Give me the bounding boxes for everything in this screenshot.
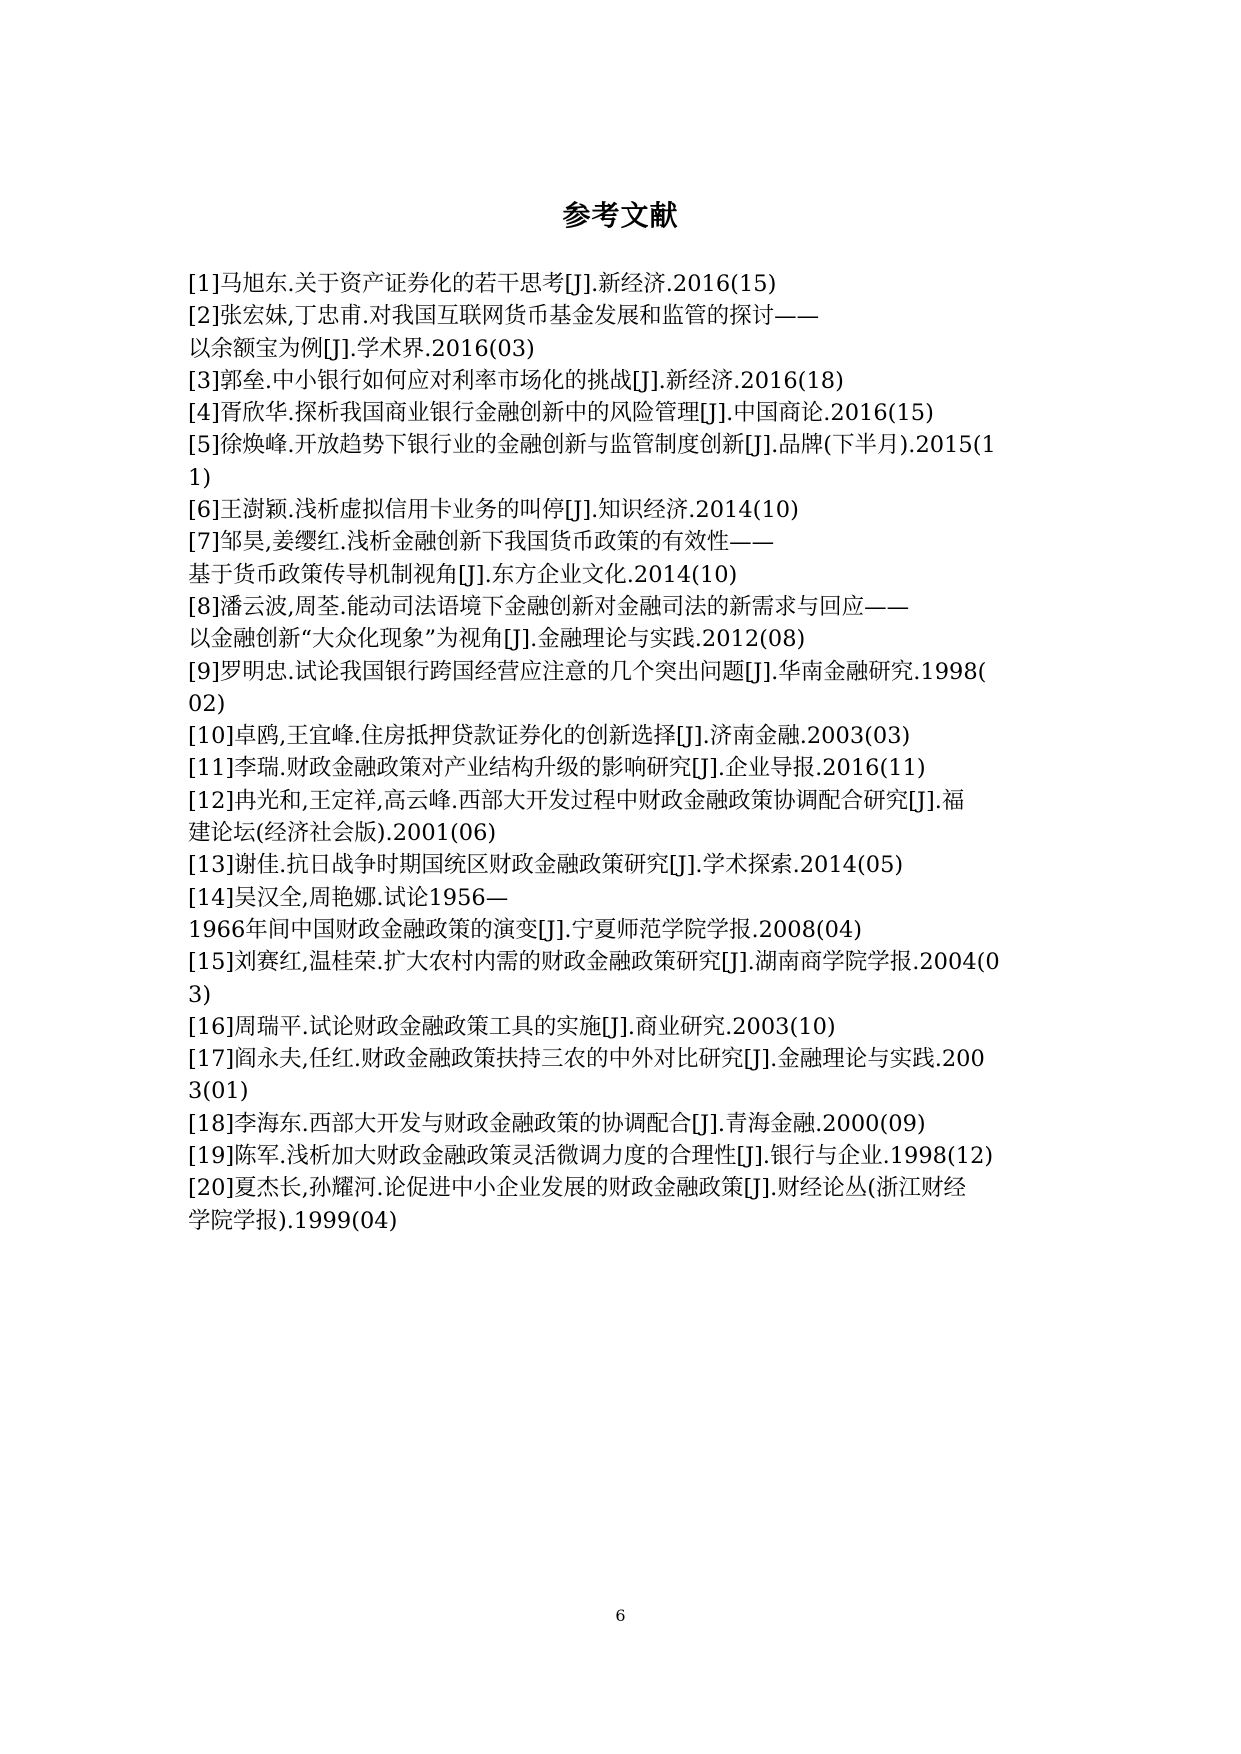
reference-line: [7]邹昊,姜缨红.浅析金融创新下我国货币政策的有效性——	[188, 529, 775, 556]
reference-line: [13]谢佳.抗日战争时期国统区财政金融政策研究[J].学术探索.2014(05)	[188, 852, 904, 879]
reference-line: 3)	[188, 981, 212, 1008]
reference-line: [20]夏杰长,孙耀河.论促进中小企业发展的财政金融政策[J].财经论丛(浙江财经	[188, 1175, 966, 1202]
reference-line: [12]冉光和,王定祥,高云峰.西部大开发过程中财政金融政策协调配合研究[J].福	[188, 787, 965, 814]
reference-line: [10]卓鸥,王宜峰.住房抵押贷款证券化的创新选择[J].济南金融.2003(03)	[188, 723, 911, 750]
reference-line: 以余额宝为例[J].学术界.2016(03)	[188, 335, 535, 362]
reference-line: 基于货币政策传导机制视角[J].东方企业文化.2014(10)	[188, 561, 738, 588]
reference-line: [11]李瑞.财政金融政策对产业结构升级的影响研究[J].企业导报.2016(11)	[188, 755, 926, 782]
reference-line: 1)	[188, 464, 212, 491]
reference-line: [9]罗明忠.试论我国银行跨国经营应注意的几个突出问题[J].华南金融研究.1998(	[188, 658, 987, 685]
page-title: 参考文献	[562, 199, 679, 232]
reference-line: [15]刘赛红,温桂荣.扩大农村内需的财政金融政策研究[J].湖南商学院学报.2004(0	[188, 949, 1000, 976]
reference-line: [16]周瑞平.试论财政金融政策工具的实施[J].商业研究.2003(10)	[188, 1013, 836, 1040]
reference-line: [1]马旭东.关于资产证券化的若干思考[J].新经济.2016(15)	[188, 271, 777, 297]
page-number: 6	[615, 1606, 626, 1625]
reference-line: 02)	[188, 690, 226, 717]
reference-line: [14]吴汉全,周艳娜.试论1956—	[188, 884, 509, 911]
reference-line: 1966年间中国财政金融政策的演变[J].宁夏师范学院学报.2008(04)	[188, 916, 863, 943]
reference-line: [6]王澍颖.浅析虚拟信用卡业务的叫停[J].知识经济.2014(10)	[188, 497, 799, 524]
reference-line: [19]陈军.浅析加大财政金融政策灵活微调力度的合理性[J].银行与企业.1998(12)	[188, 1143, 994, 1170]
reference-line: [18]李海东.西部大开发与财政金融政策的协调配合[J].青海金融.2000(09)	[188, 1110, 926, 1137]
reference-line: 建论坛(经济社会版).2001(06)	[188, 820, 497, 847]
reference-line: 3(01)	[188, 1078, 249, 1105]
reference-line: [2]张宏妹,丁忠甫.对我国互联网货币基金发展和监管的探讨——	[188, 303, 820, 330]
reference-line: [8]潘云波,周荃.能动司法语境下金融创新对金融司法的新需求与回应——	[188, 593, 910, 620]
reference-line: [17]阎永夫,任红.财政金融政策扶持三农的中外对比研究[J].金融理论与实践.200	[188, 1046, 985, 1073]
reference-line: 学院学报).1999(04)	[188, 1207, 398, 1234]
reference-line: [5]徐焕峰.开放趋势下银行业的金融创新与监管制度创新[J].品牌(下半月).2015(1	[188, 432, 996, 459]
reference-list	[188, 268, 1058, 1237]
reference-line: [4]胥欣华.探析我国商业银行金融创新中的风险管理[J].中国商论.2016(15)	[188, 400, 934, 427]
reference-line: [3]郭垒.中小银行如何应对利率市场化的挑战[J].新经济.2016(18)	[188, 367, 844, 394]
reference-line: 以金融创新“大众化现象”为视角[J].金融理论与实践.2012(08)	[188, 626, 806, 653]
